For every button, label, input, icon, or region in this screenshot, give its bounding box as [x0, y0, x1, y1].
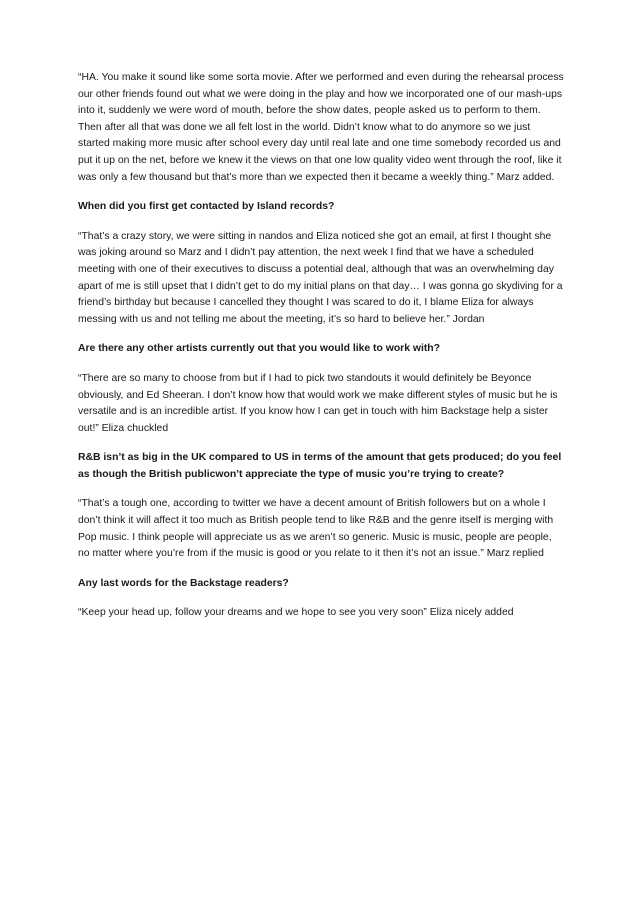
- answer-paragraph: “Keep your head up, follow your dreams and we hope to see you very soon” Eliza nicely added: [78, 607, 514, 619]
- document-page: [78, 70, 564, 635]
- answer-paragraph: “HA. You make it sound like some sorta movie. After we performed and even during the rehearsal process our other friends found out what we were doing in the play and how we incorporated one of our mash-ups into it, suddenly we were word of mouth, before the show dates, people asked us to perform to them. Then after all that was done we all felt lost in the world. Didn’t know what to do anymore so we just started making more music after school every day until real late and one time somebody recorded us and put it up on the net, before we knew it the views on that one low quality video went through the roof, like it was only a few thousand but that’s more than we expected then it became a weekly thing.” Marz added.: [78, 72, 564, 183]
- interview-question: R&B isn’t as big in the UK compared to US in terms of the amount that gets produced; do you feel as though the British publicwon’t appreciate the type of music you’re trying to create?: [78, 452, 562, 480]
- interview-question: When did you first get contacted by Island records?: [78, 201, 335, 213]
- answer-paragraph: “That’s a crazy story, we were sitting in nandos and Eliza noticed she got an email, at first I thought she was joking around so Marz and I didn’t pay attention, the next week I find that we have a scheduled meeting with one of their executives to discuss a potential deal, although that was an overwhelming day apart of me is still upset that I didn’t get to do my initial plans on that day… I was gonna go skydiving for a friend’s birthday but because I cancelled they thought I was scared to do it, I blame Eliza for always messing with us and not telling me about the meeting, it’s so hard to believe her.” Jordan: [78, 230, 563, 325]
- answer-paragraph: “That’s a tough one, according to twitter we have a decent amount of British followers but on a whole I don’t think it will affect it too much as British people tend to like R&B and the genre itself is merging with Pop music. I think people will appreciate us as we aren’t so generic. Music is music, people are people, no matter where you’re from if the music is good or you relate to it then it’s not an issue.” Marz replied: [78, 498, 554, 560]
- interview-question: Are there any other artists currently out that you would like to work with?: [78, 343, 440, 355]
- answer-paragraph: “There are so many to choose from but if I had to pick two standouts it would definitely be Beyonce obviously, and Ed Sheeran. I don’t know how that would work we make different styles of music but he is versatile and is an incredible artist. If you know how I can get in touch with him Backstage help a sister out!” Eliza chuckled: [78, 372, 558, 434]
- interview-question: Any last words for the Backstage readers?: [78, 577, 289, 589]
